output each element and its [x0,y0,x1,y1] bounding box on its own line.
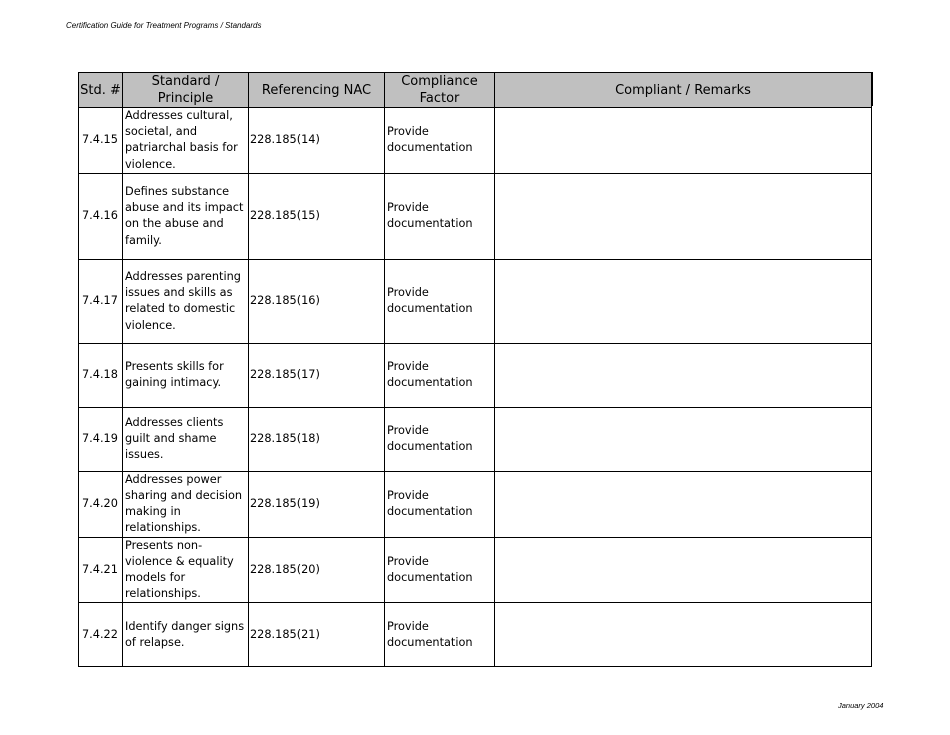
compliance-factor-cell: Provide documentation [385,173,495,259]
standard-cell: Identify danger signs of relapse. [123,603,249,667]
column-header-std: Std. # [79,73,123,108]
page-header: Certification Guide for Treatment Programs / Standards [66,21,262,30]
table-header-row [79,73,872,108]
table-row [79,173,872,259]
standard-cell: Addresses cultural, societal, and patriarchal basis for violence. [123,108,249,174]
remarks-cell[interactable] [495,259,872,343]
table-row [79,471,872,537]
standard-cell: Presents non-violence & equality models for relationships. [123,537,249,603]
remarks-cell[interactable] [495,603,872,667]
compliance-factor-cell: Provide documentation [385,108,495,174]
standard-cell: Addresses parenting issues and skills as related to domestic violence. [123,259,249,343]
remarks-cell[interactable] [495,108,872,174]
standard-cell: Defines substance abuse and its impact on the abuse and family. [123,173,249,259]
nac-cell: 228.185(20) [249,537,385,603]
compliance-factor-cell: Provide documentation [385,407,495,471]
std-number-cell: 7.4.22 [79,603,123,667]
compliance-factor-cell: Provide documentation [385,259,495,343]
std-number-cell: 7.4.18 [79,343,123,407]
remarks-cell[interactable] [495,471,872,537]
nac-cell: 228.185(16) [249,259,385,343]
remarks-cell[interactable] [495,537,872,603]
page-footer-date: January 2004 [838,701,884,710]
nac-cell: 228.185(15) [249,173,385,259]
std-number-cell: 7.4.15 [79,108,123,174]
nac-cell: 228.185(21) [249,603,385,667]
column-header-remarks: Compliant / Remarks [495,73,872,108]
standards-table [78,72,872,667]
std-number-cell: 7.4.17 [79,259,123,343]
table-row [79,603,872,667]
column-header-nac: Referencing NAC [249,73,385,108]
remarks-cell[interactable] [495,343,872,407]
table-row [79,537,872,603]
standard-cell: Presents skills for gaining intimacy. [123,343,249,407]
table-row [79,343,872,407]
nac-cell: 228.185(14) [249,108,385,174]
std-number-cell: 7.4.20 [79,471,123,537]
nac-cell: 228.185(18) [249,407,385,471]
compliance-factor-cell: Provide documentation [385,537,495,603]
table-row [79,108,872,174]
std-number-cell: 7.4.19 [79,407,123,471]
column-header-factor: Compliance Factor [385,73,495,108]
nac-cell: 228.185(19) [249,471,385,537]
compliance-factor-cell: Provide documentation [385,343,495,407]
std-number-cell: 7.4.16 [79,173,123,259]
table-row [79,407,872,471]
nac-cell: 228.185(17) [249,343,385,407]
table-row [79,259,872,343]
std-number-cell: 7.4.21 [79,537,123,603]
column-header-standard: Standard / Principle [123,73,249,108]
remarks-cell[interactable] [495,407,872,471]
compliance-factor-cell: Provide documentation [385,471,495,537]
compliance-factor-cell: Provide documentation [385,603,495,667]
standard-cell: Addresses power sharing and decision making in relationships. [123,471,249,537]
remarks-cell[interactable] [495,173,872,259]
standard-cell: Addresses clients guilt and shame issues. [123,407,249,471]
